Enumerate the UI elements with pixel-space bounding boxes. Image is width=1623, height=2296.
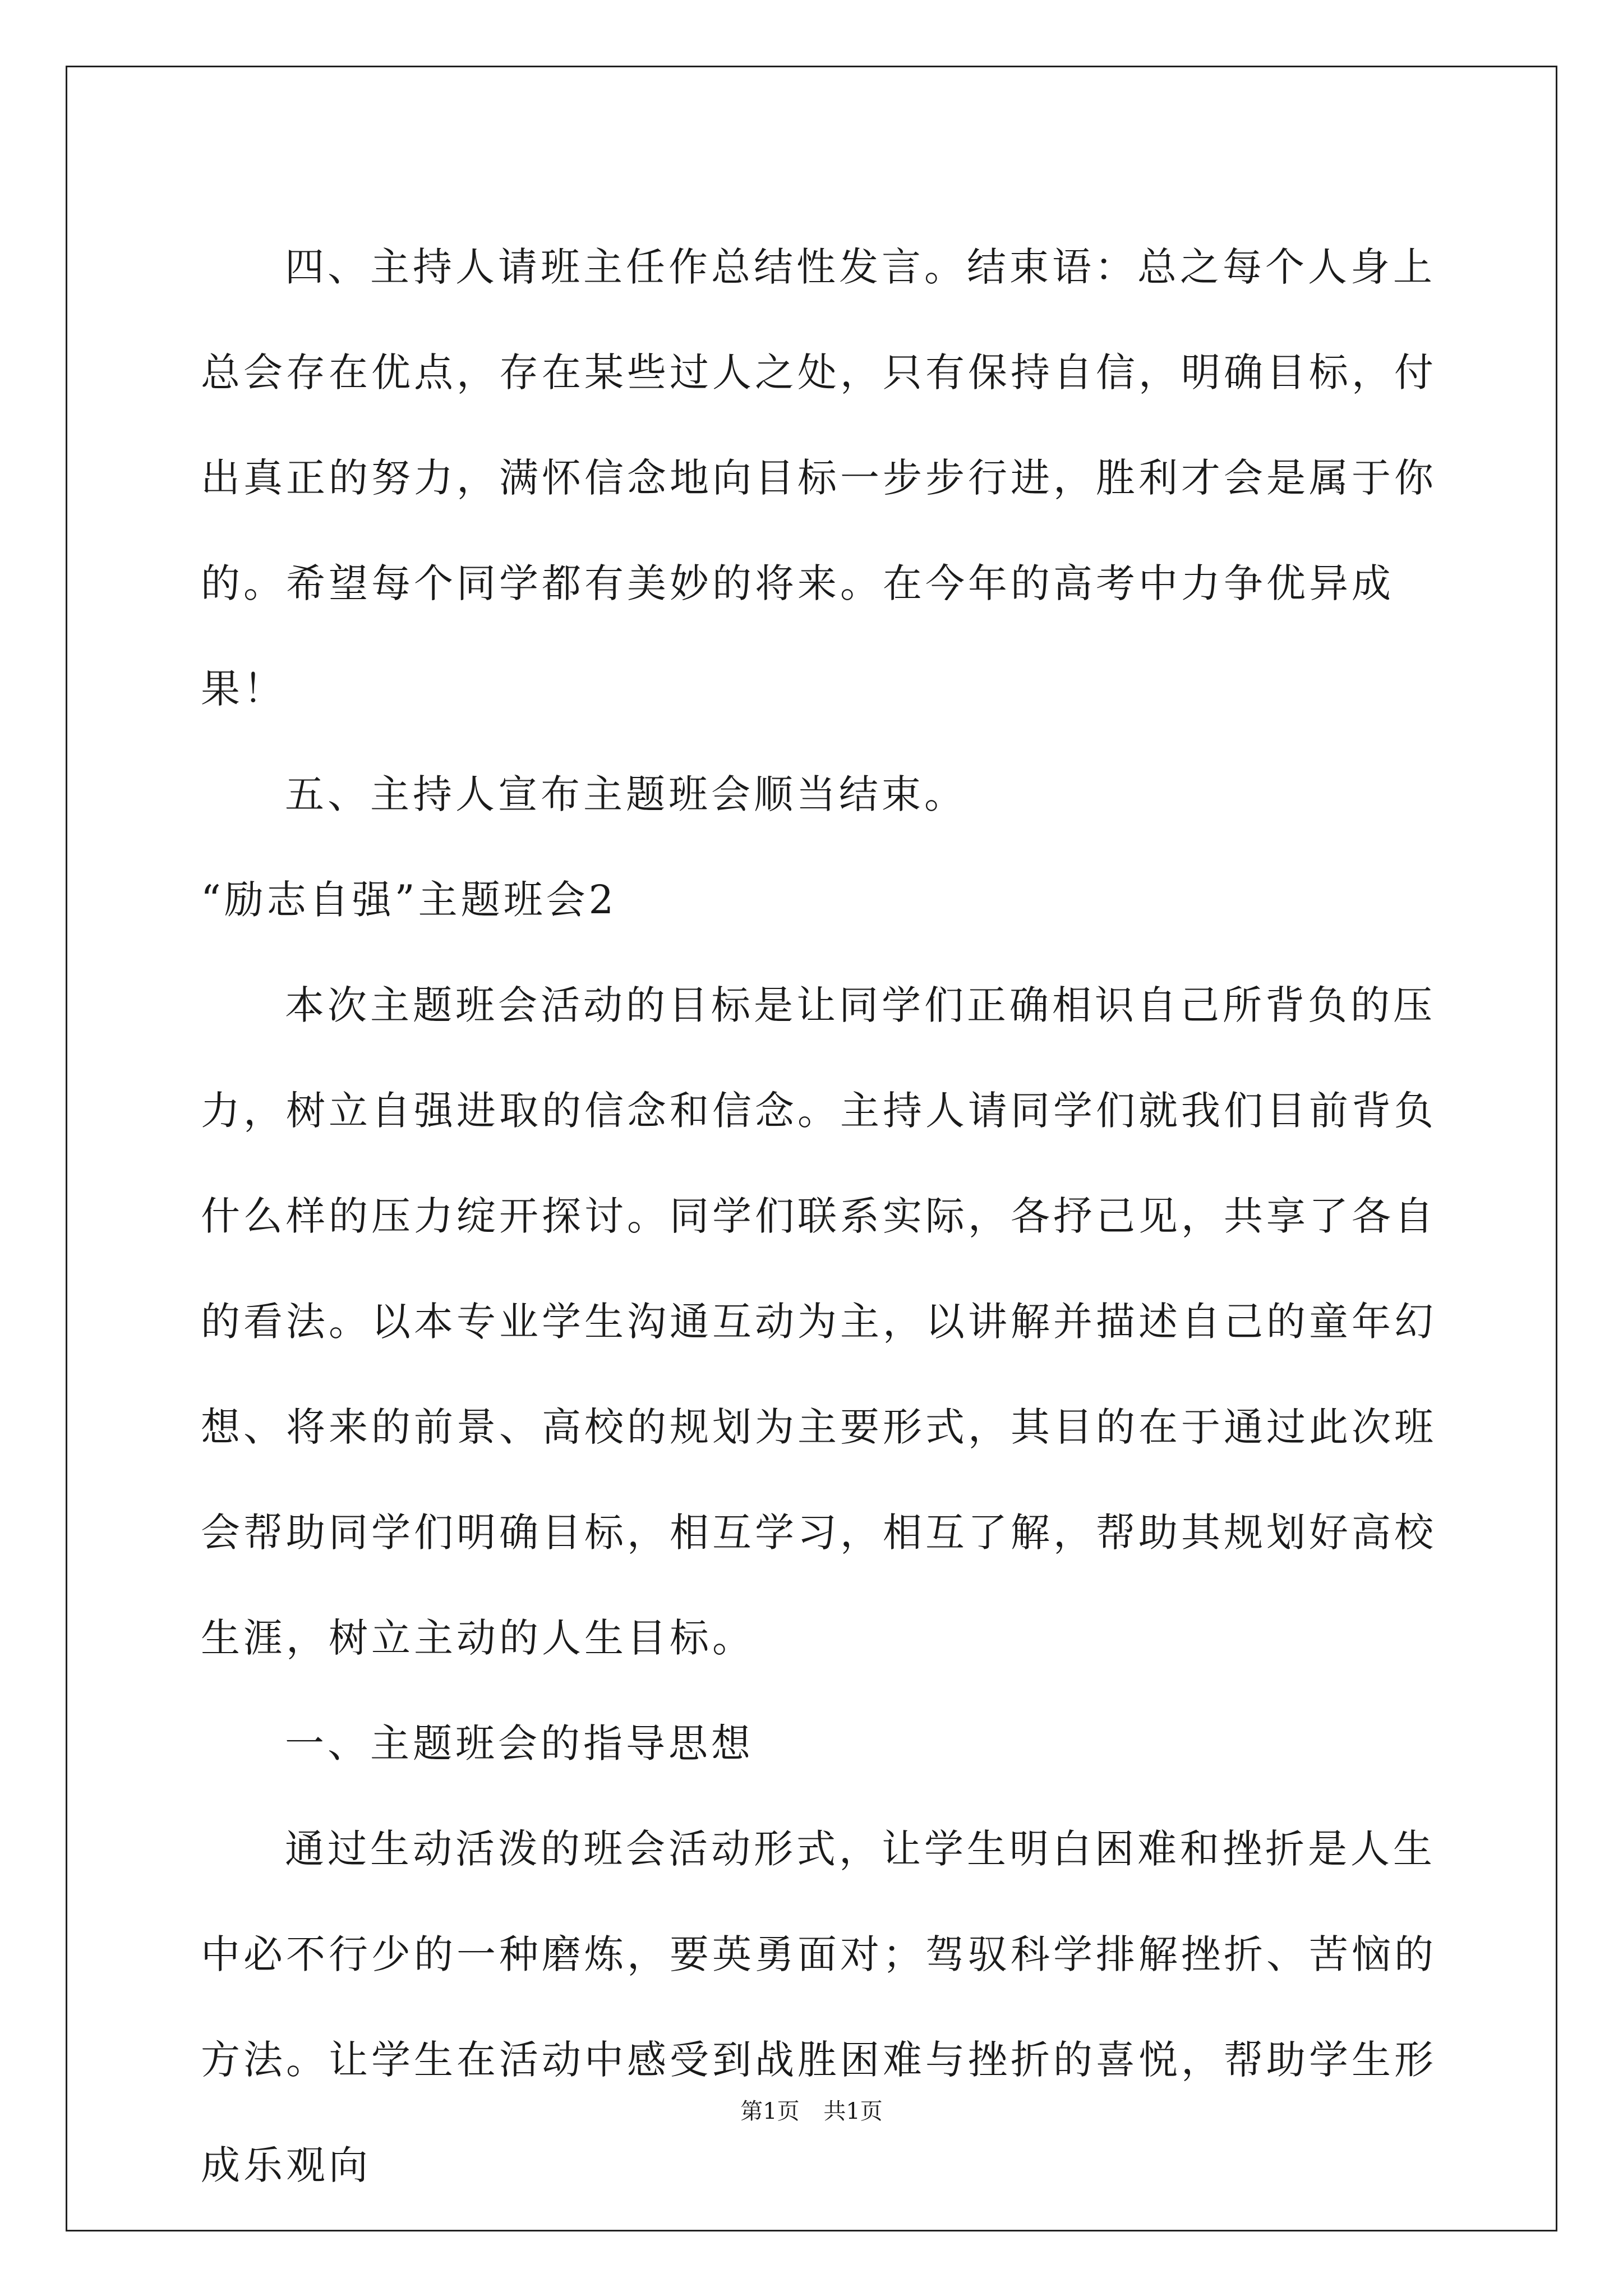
paragraph-closing: 五、主持人宣布主题班会顺当结束。 [285, 771, 967, 817]
page-number: 第1页 [740, 2099, 800, 2124]
paragraph-guiding-idea: 通过生动活泼的班会活动形式，让学生明白困难和挫折是人生中必不行少的一种磨炼，要英勇面对；驾驭科学排解挫折、苦恼的方法。让学生在活动中感受到战胜困难与挫折的喜悦，帮助学生形成乐观向 [201, 1826, 1437, 2188]
subheading-guiding-idea: 一、主题班会的指导思想 [285, 1720, 754, 1766]
page-total: 共1页 [823, 2099, 883, 2124]
page-footer [0, 2093, 1623, 2125]
paragraph-conclusion: 四、主持人请班主任作总结性发言。结束语：总之每个人身上总会存在优点，存在某些过人之处，只有保持自信，明确目标，付出真正的努力，满怀信念地向目标一步步行进，胜利才会是属于你的。希望每个同学都有美妙的将来。在今年的高考中力争优异成果！ [201, 244, 1437, 712]
document-body [201, 214, 1457, 2218]
paragraph-overview: 本次主题班会活动的目标是让同学们正确相识自己所背负的压力，树立自强进取的信念和信念。主持人请同学们就我们目前背负什么样的压力绽开探讨。同学们联系实际，各抒己见，共享了各自的看法。以本专业学生沟通互动为主，以讲解并描述自己的童年幻想、将来的前景、高校的规划为主要形式，其目的在于通过此次班会帮助同学们明确目标，相互学习，相互了解，帮助其规划好高校生涯，树立主动的人生目标。 [201, 982, 1437, 1661]
section-title: “励志自强”主题班会2 [201, 877, 617, 923]
